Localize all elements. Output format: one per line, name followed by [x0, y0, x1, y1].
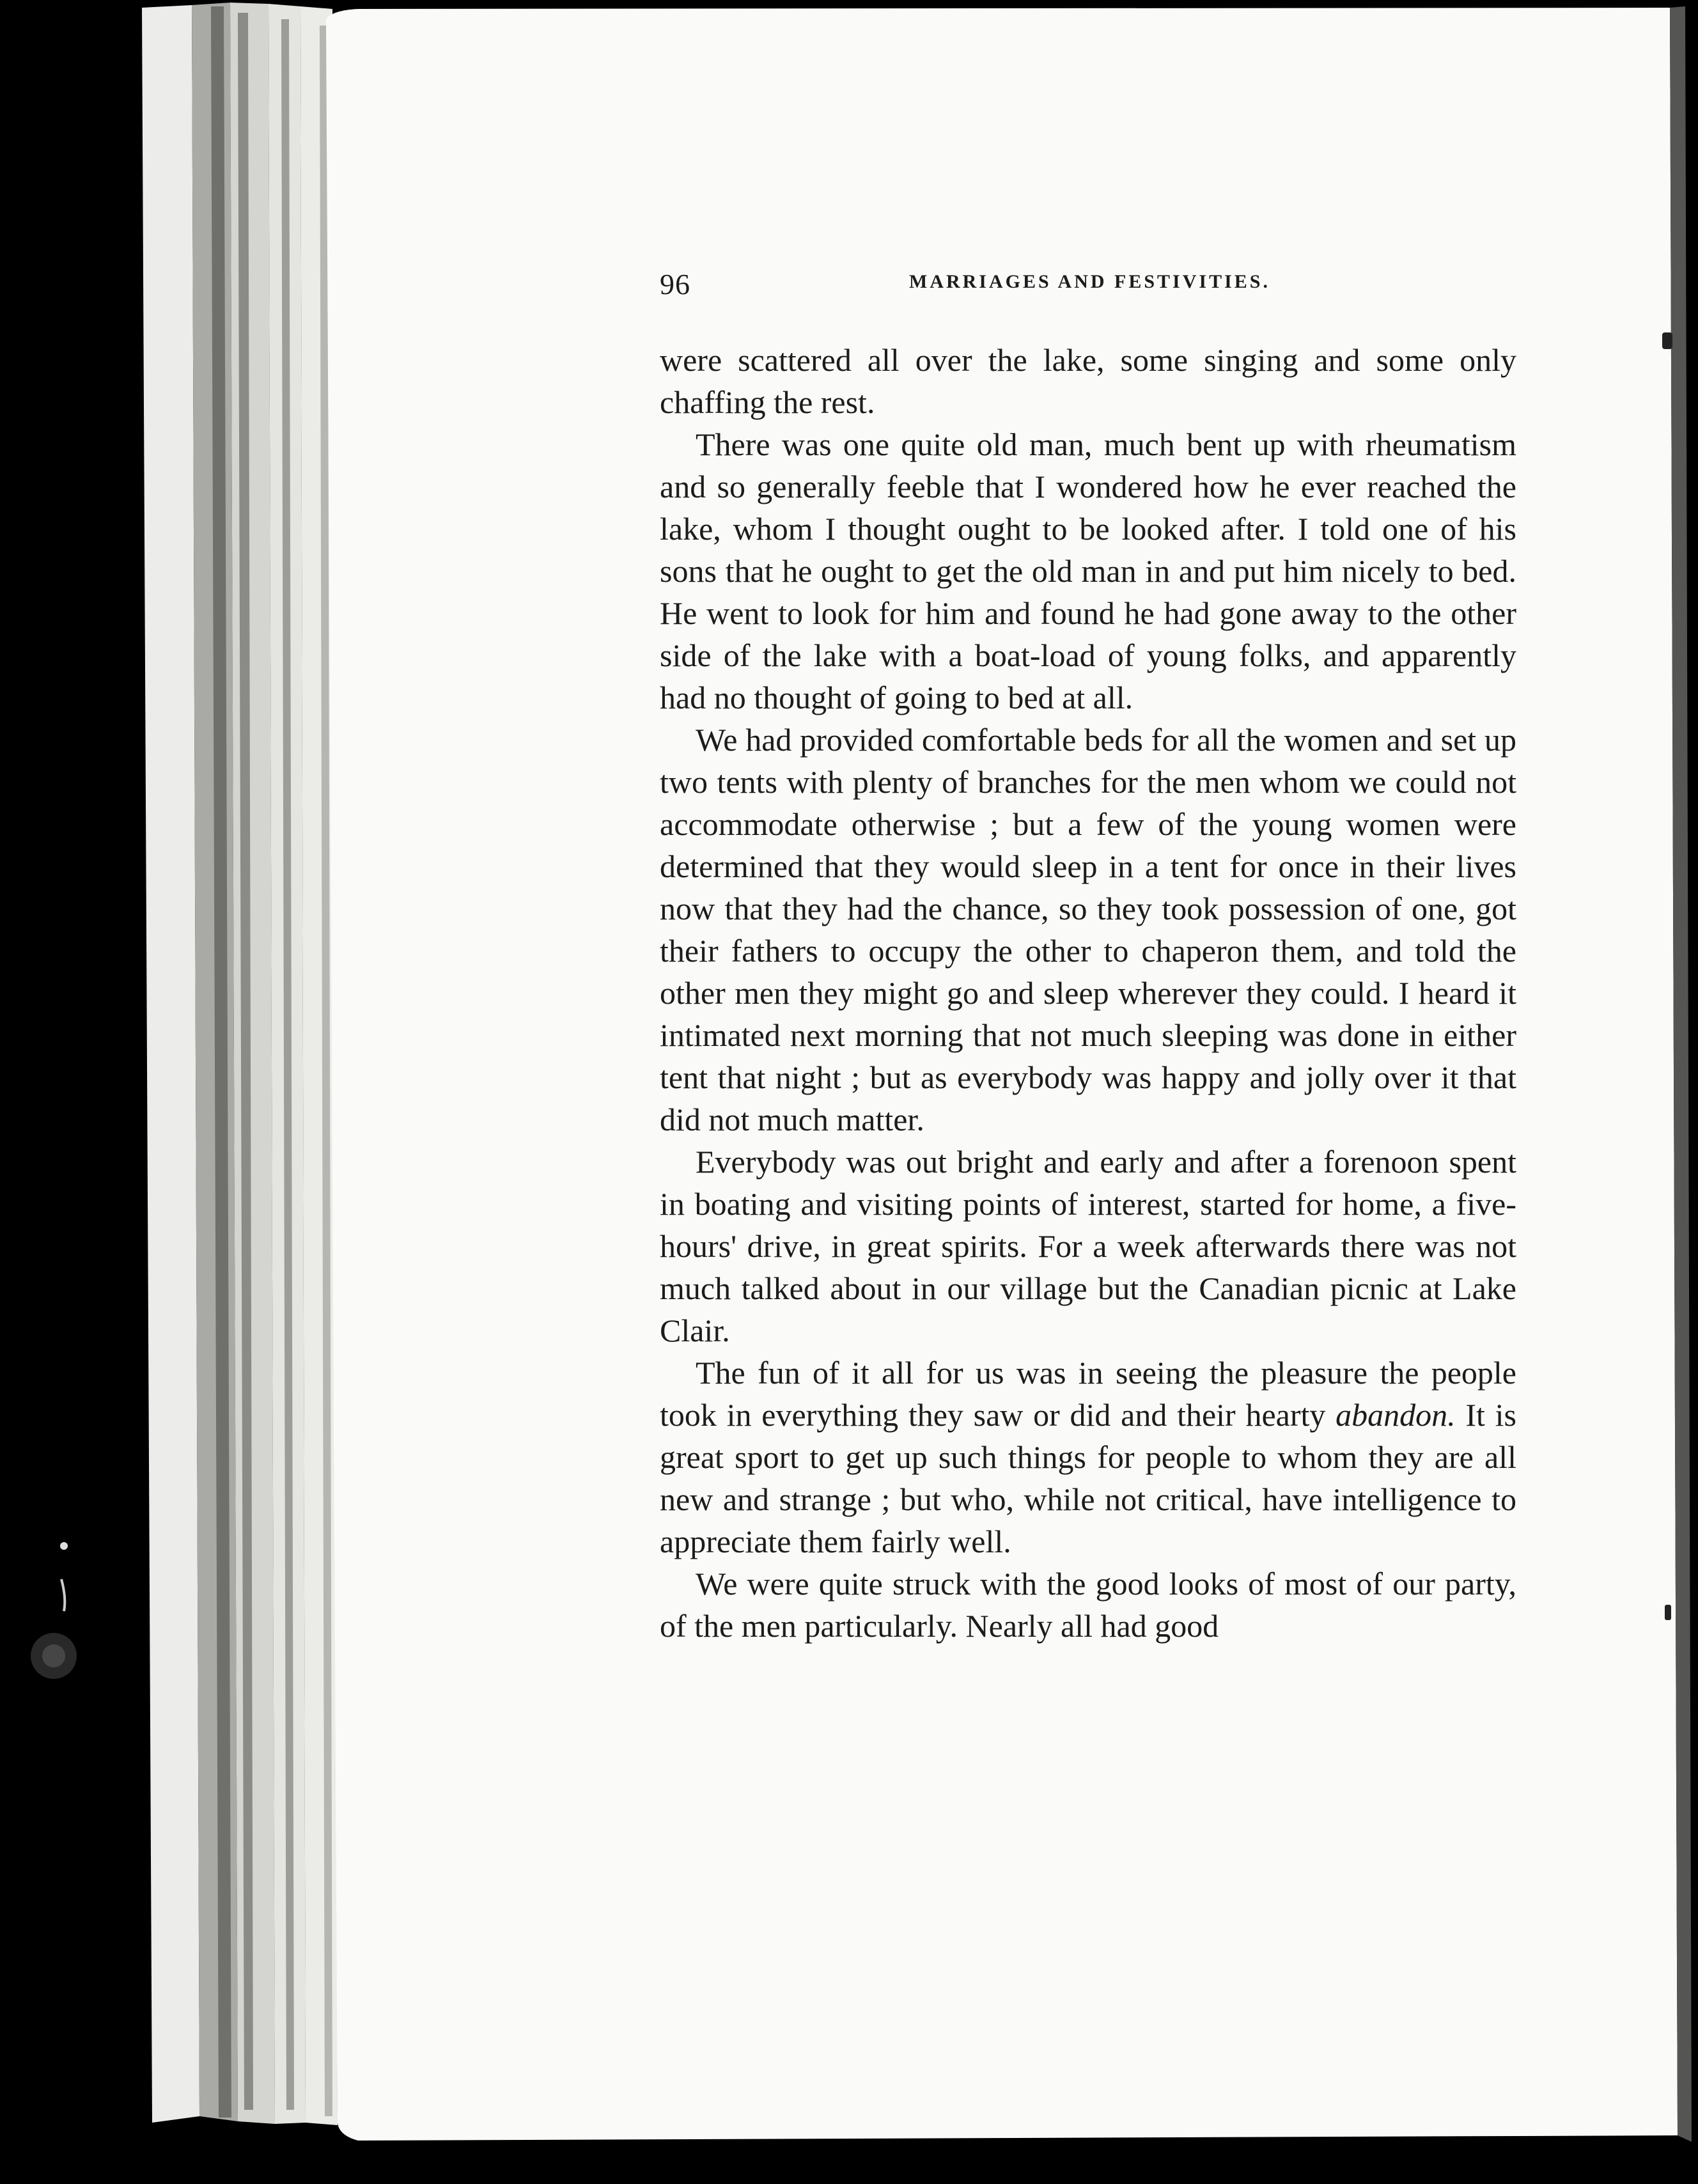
paragraph: We had provided comfortable beds for all the women and set up two tents with plenty of branches for the men whom we could not accommodate otherwise ; but a few of the young women were determined that they would sleep in a tent for once in their lives now that they had the chance, so they took possession of one, got their fathers to occupy the other to chaperon them, and told the other men they might go and sleep wherever they could. I heard it intimated next morning that not much sleeping was done in either tent that night ; but as everybody was happy and jolly over it that did not much matter.: [660, 722, 1516, 1137]
running-title: MARRIAGES AND FESTIVITIES.: [909, 271, 1270, 292]
paragraph: were scattered all over the lake, some singing and some only chaffing the rest.: [660, 342, 1516, 420]
paragraph: There was one quite old man, much bent up with rheumatism and so generally feeble that I wondered how he ever reached the lake, whom I thought ought to be looked after. I told one of his sons that he ought to get the old man in and put him nicely to bed. He went to look for him and found he had gone away to the other side of the lake with a boat-load of young folks, and apparently had no thought of going to bed at all.: [660, 426, 1516, 715]
paragraph: [660, 1352, 1516, 1563]
page-text-block: [660, 256, 1516, 1647]
page-number: 96: [660, 268, 690, 300]
paragraph: We were quite struck with the good looks of most of our party, of the men particularly. Nearly all had good: [660, 1566, 1516, 1644]
italic-term: abandon.: [1336, 1397, 1456, 1433]
margin-mark: [1665, 1605, 1671, 1620]
paragraph-text: The fun of it all for us was in seeing the pleasure the people took in everything they saw or did and their hearty: [660, 1355, 1516, 1433]
paragraph: Everybody was out bright and early and after a forenoon spent in boating and visiting points of interest, started for home, a five-hours' drive, in great spirits. For a week afterwards there was not much talked about in our village but the Canadian picnic at Lake Clair.: [660, 1144, 1516, 1348]
paragraph-text: It is great sport to get up such things for people to whom they are all new and strange ; but who, while not critical, have intelligence to appreciate them fairly well.: [660, 1397, 1516, 1559]
margin-mark: [1662, 332, 1672, 349]
running-head: [660, 256, 1516, 313]
